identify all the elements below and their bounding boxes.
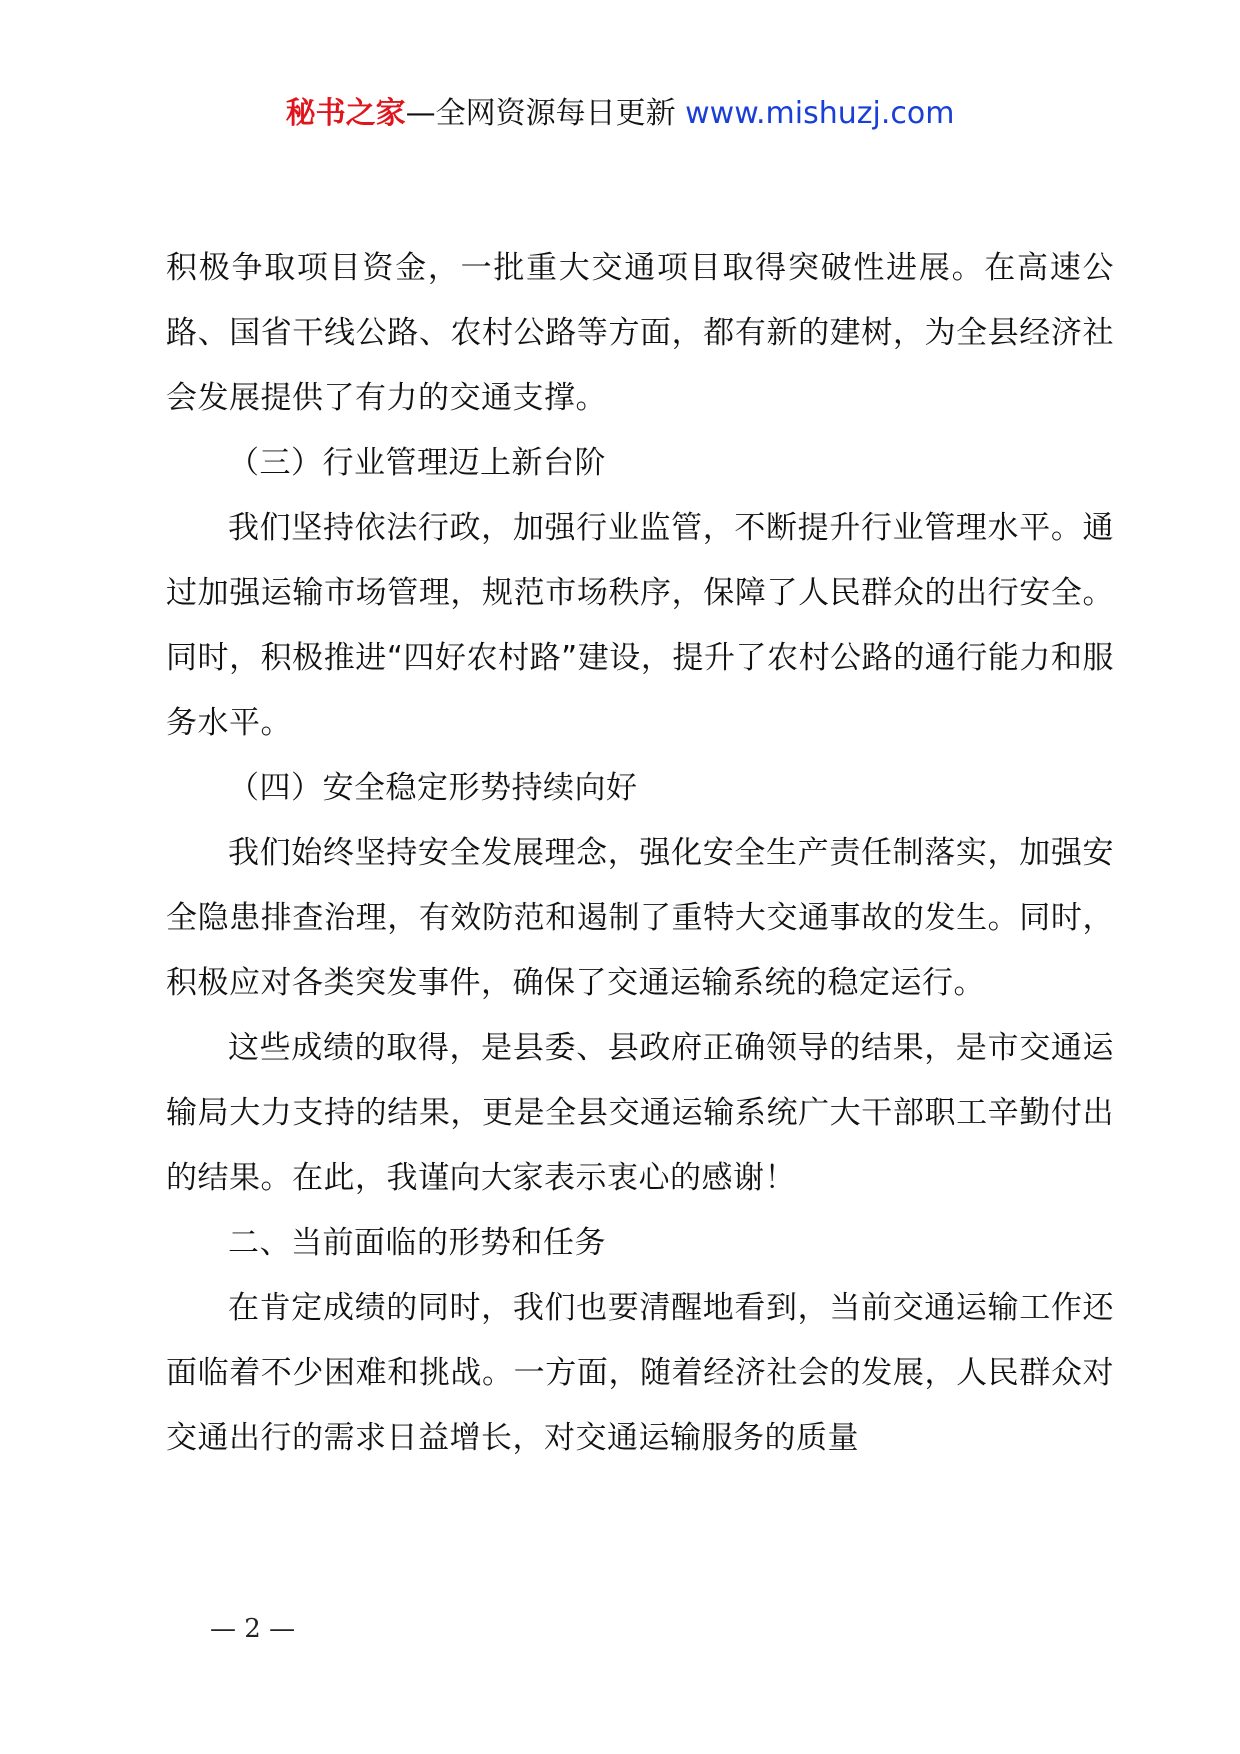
paragraph-safety-stability: 我们始终坚持安全发展理念，强化安全生产责任制落实，加强安全隐患排查治理，有效防范和遏制了重特大交通事故的发生。同时，积极应对各类突发事件，确保了交通运输系统的稳定运行。 xyxy=(166,835,1114,1001)
site-banner xyxy=(0,94,1240,134)
paragraph-acknowledgement: 这些成绩的取得，是县委、县政府正确领导的结果，是市交通运输局大力支持的结果，更是全县交通运输系统广大干部职工辛勤付出的结果。在此，我谨向大家表示衷心的感谢！ xyxy=(166,1030,1114,1196)
paragraph-industry-management: 我们坚持依法行政，加强行业监管，不断提升行业管理水平。通过加强运输市场管理，规范市场秩序，保障了人民群众的出行安全。同时，积极推进“四好农村路”建设，提升了农村公路的通行能力和服务水平。 xyxy=(166,510,1114,741)
banner-tagline: —全网资源每日更新 xyxy=(405,96,676,131)
paragraph-situation-tasks: 在肯定成绩的同时，我们也要清醒地看到，当前交通运输工作还面临着不少困难和挑战。一方面，随着经济社会的发展，人民群众对交通出行的需求日益增长，对交通运输服务的质量 xyxy=(166,1290,1114,1456)
brand-name: 秘书之家 xyxy=(285,96,406,131)
section-heading-industry-management: （三）行业管理迈上新台阶 xyxy=(228,445,606,481)
page-number: — 2 — xyxy=(210,1614,296,1644)
paragraph-continuation: 积极争取项目资金，一批重大交通项目取得突破性进展。在高速公路、国省干线公路、农村公路等方面，都有新的建树，为全县经济社会发展提供了有力的交通支撑。 xyxy=(166,250,1114,416)
document-body xyxy=(166,236,1114,1471)
section-heading-situation-tasks: 二、当前面临的形势和任务 xyxy=(228,1225,606,1261)
site-url-link[interactable]: www.mishuzj.com xyxy=(685,96,955,131)
section-heading-safety-stability: （四）安全稳定形势持续向好 xyxy=(228,770,638,806)
